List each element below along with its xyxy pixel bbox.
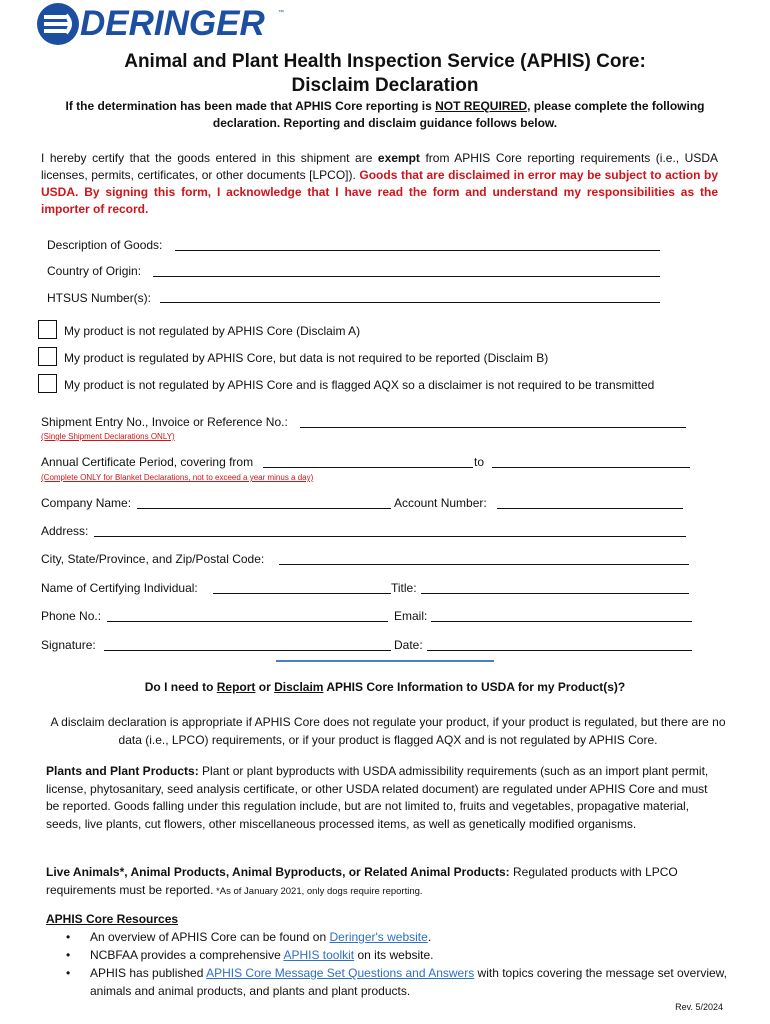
aphis-qa-link[interactable]: APHIS Core Message Set Questions and Answers — [206, 966, 475, 980]
resource-item-1: An overview of APHIS Core can be found on Deringer's website. — [90, 930, 432, 944]
not-required-emphasis: NOT REQUIRED — [435, 99, 528, 113]
email-label: Email: — [394, 609, 428, 623]
shipment-input[interactable] — [300, 427, 686, 428]
plants-paragraph: Plants and Plant Products: Plant or plant byproducts with USDA admissibility requirements (such as an import plant permit, license, phytosanitary, seed analysis certificate, or other USDA related document) are regulated under APHIS Core and must be reported. Goods falling under this regulation include, but are not limited to, fruits and vegetables, propagative material, seeds, live plants, cut flowers, other miscellaneous processed items, as well as genetically modified organisms. — [46, 764, 709, 831]
company-input[interactable] — [137, 508, 391, 509]
aphis-toolkit-link[interactable]: APHIS toolkit — [283, 948, 355, 962]
guidance-question: Do I need to Report or Disclaim APHIS Core Information to USDA for my Product(s)? — [144, 680, 626, 694]
signature-label: Signature: — [41, 638, 96, 652]
disclaim-b-checkbox[interactable] — [38, 347, 57, 366]
bullet-dot: • — [66, 948, 71, 962]
htsus-label: HTSUS Number(s): — [47, 291, 152, 305]
title-label: Title: — [391, 581, 417, 595]
disclaim-a-checkbox[interactable] — [38, 320, 57, 339]
annual-period-label: Annual Certificate Period, covering from — [41, 455, 254, 469]
signature-input[interactable] — [104, 650, 391, 651]
country-input[interactable] — [153, 276, 660, 277]
phone-input[interactable] — [107, 621, 388, 622]
logo-trademark: ™ — [278, 10, 284, 16]
certification-paragraph: I hereby certify that the goods entered in this shipment are exempt from APHIS Core reporting requirements (i.e., USDA licenses, permits, certificates, or other documents [LPCO]). Goods that are disclaimed in error may be subject to action by USDA. By signing this form, I acknowledge that I have read the form and understand my responsibilities as the importer of record. — [41, 151, 719, 216]
description-label: Description of Goods: — [47, 238, 163, 252]
date-input[interactable] — [427, 650, 692, 651]
address-input[interactable] — [94, 536, 686, 537]
certifier-label: Name of Certifying Individual: — [41, 581, 198, 595]
htsus-input[interactable] — [160, 302, 660, 303]
company-label: Company Name: — [41, 496, 132, 510]
subtitle: If the determination has been made that APHIS Core reporting is NOT REQUIRED, please complete the following declaration. Reporting and disclaim guidance follows below. — [65, 99, 705, 130]
resource-item-2: NCBFAA provides a comprehensive APHIS toolkit on its website. — [90, 948, 434, 962]
account-input[interactable] — [497, 508, 683, 509]
title-input[interactable] — [421, 593, 689, 594]
page-title-line2: Disclaim Declaration — [291, 75, 479, 96]
city-input[interactable] — [279, 564, 689, 565]
shipment-note: (Single Shipment Declarations ONLY) — [41, 432, 175, 441]
exempt-emphasis: exempt — [377, 151, 420, 165]
resource-item-3: APHIS has published APHIS Core Message Set Questions and Answers with topics covering the message set overview, animals and animal products, and plants and plant products. — [90, 966, 728, 998]
address-label: Address: — [41, 524, 89, 538]
guidance-intro: A disclaim declaration is appropriate if APHIS Core does not regulate your product, if your product is regulated, but there are no data (i.e., LPCO) requirements, or if your product is flagged AQX and is not regulated by APHIS Core. — [50, 715, 726, 747]
resources-heading: APHIS Core Resources — [46, 912, 179, 926]
disclaim-b-label: My product is regulated by APHIS Core, but data is not required to be reported (Disclaim B) — [64, 351, 549, 365]
revision-label: Rev. 5/2024 — [675, 1002, 723, 1012]
annual-to-label: to — [474, 455, 485, 469]
bullet-dot: • — [66, 930, 71, 944]
disclaim-a-label: My product is not regulated by APHIS Core (Disclaim A) — [64, 324, 361, 338]
date-label: Date: — [394, 638, 423, 652]
email-input[interactable] — [431, 621, 692, 622]
section-divider — [276, 660, 494, 662]
warning-text: Goods that are disclaimed in error may be subject to action by USDA. By signing this form, I acknowledge that I have read the form and understand my responsibilities as the importer of record. — [41, 168, 719, 216]
phone-label: Phone No.: — [41, 609, 102, 623]
aqx-label: My product is not regulated by APHIS Core and is flagged AQX so a disclaimer is not required to be transmitted — [64, 378, 655, 392]
country-label: Country of Origin: — [47, 264, 142, 278]
certifier-input[interactable] — [213, 593, 391, 594]
annual-to-input[interactable] — [492, 467, 690, 468]
logo-wordmark: DERINGER — [80, 4, 265, 43]
deringer-website-link[interactable]: Deringer's website — [329, 930, 428, 944]
bullet-dot: • — [66, 966, 71, 980]
annual-from-input[interactable] — [263, 467, 473, 468]
shipment-label: Shipment Entry No., Invoice or Reference No.: — [41, 415, 288, 429]
annual-note: (Complete ONLY for Blanket Declarations, not to exceed a year minus a day) — [41, 473, 314, 482]
city-label: City, State/Province, and Zip/Postal Code: — [41, 552, 265, 566]
animals-paragraph: Live Animals*, Animal Products, Animal Byproducts, or Related Animal Products: Regulated products with LPCO requirements must be reported. *As of January 2021, only dogs require reporting. — [46, 865, 678, 897]
account-label: Account Number: — [394, 496, 487, 510]
aqx-checkbox[interactable] — [38, 374, 57, 393]
description-input[interactable] — [175, 250, 660, 251]
page-title: Animal and Plant Health Inspection Service (APHIS) Core: — [124, 51, 646, 72]
